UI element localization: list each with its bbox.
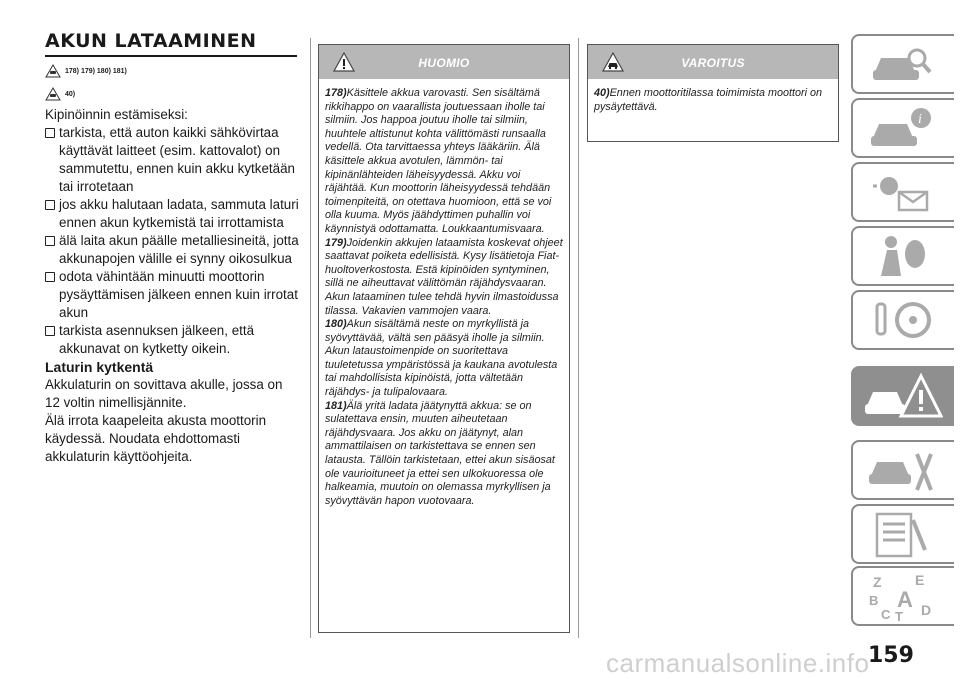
note-item: 181)Älä yritä ladata jäätynyttä akkua: se on sulatettava ensin, muuten aiheutetaan räjähdysvaara. Jos akku on jäätynyt, alan ammattilaisen on tarkistettava se ennen sen latausta. Tällöin tarkistetaan, ettei akun sisäosat ole vaurioituneet ja ettei sen ulkokuoressa ole halkeamia, muutoin on olemassa myrkyllisen ja syövyttävän hapon vuotovaara. <box>325 399 555 507</box>
subheading: Laturin kytkentä <box>45 359 154 375</box>
note-item: 179)Joidenkin akkujen lataamista koskevat ohjeet saattavat poiketa edellisistä. Kysy lisätietoja Fiat-huoltoverkostosta. Estä kipinöiden syntyminen, sillä ne aiheuttavat välittömän räjähdysvaaran. Akun lataaminen tulee tehdä hyvin ilmastoidussa tilassa. Vakavien vammojen vaara. <box>325 236 563 317</box>
svg-text:A: A <box>897 587 913 612</box>
tab-lights-messages[interactable] <box>851 162 954 222</box>
warning-refs-row <box>45 62 300 80</box>
caution-ref-icon <box>45 87 61 101</box>
car-tools-icon <box>867 446 937 496</box>
paragraph: Älä irrota kaapeleita akusta moottorin käydessä. Noudata ehdottomasti akkulaturin käyttöohjeita. <box>45 413 267 464</box>
checkbox-bullet-icon <box>45 236 55 246</box>
varoitus-box <box>587 44 839 142</box>
chapter-sidebar <box>851 0 960 678</box>
svg-text:B: B <box>869 593 879 608</box>
note-item: 178)Käsittele akkua varovasti. Sen sisältämä rikkihappo on vaarallista joutuessaan iholle tai silmiin. Jos happoa joutuu iholle tai silmiin, huuhtele altistunut kohta välittömästi runsaalla vedellä. Ota tarvittaessa yhteys lääkäriin. Älä käsittele akkua avotulen, lämmön- tai kipinänlähteiden läheisyydessä. Akku voi räjähtää. Kun moottorin läheisyydessä tehdään toimenpiteitä, on otettava huomioon, että se voi olla kuuma. Myös jäähdyttimen puhallin voi käynnistyä odottamatta. Loukkaantumisvaara. <box>325 87 552 235</box>
document-list-icon <box>867 510 937 560</box>
tab-emergency[interactable] <box>851 366 954 426</box>
huomio-body <box>319 79 569 516</box>
svg-text:Z: Z <box>873 574 882 590</box>
huomio-label: HUOMIO <box>418 56 470 70</box>
car-warning-ref-icon <box>45 64 61 78</box>
airbag-seat-icon <box>867 232 937 282</box>
car-info-icon <box>867 104 937 154</box>
note-item: 180)Akun sisältämä neste on myrkyllistä ja syövyttävää, vältä sen pääsyä iholle ja silmiin. Akun lataustoimenpide on suoritettava tuuletetussa ympäristössä ja kaukana avotulesta tai mahdollisista kipinöistä, jotta vältetään räjähdys- ja tulipalovaara. <box>325 318 558 399</box>
varoitus-label: VAROITUS <box>681 56 745 70</box>
page-number: 159 <box>868 643 914 668</box>
checkbox-bullet-icon <box>45 272 55 282</box>
svg-text:i: i <box>918 112 922 127</box>
bullet-item: älä laita akun päälle metalliesineitä, jotta akkunapojen välille ei synny oikosulkua <box>45 232 300 268</box>
bullet-item: tarkista asennuksen jälkeen, että akkunavat on kytketty oikein. <box>45 322 300 358</box>
note-item: 40)Ennen moottoritilassa toimimista moottori on pysäytettävä. <box>594 87 823 113</box>
checkbox-bullet-icon <box>45 326 55 336</box>
bullet-item: tarkista, että auton kaikki sähkövirtaa käyttävät laitteet (esim. kattovalot) on sammutettu, ennen kuin akku kytketään tai irrotetaan <box>45 124 300 196</box>
svg-text:T: T <box>895 609 903 623</box>
caution-refs-text: 40) <box>65 90 76 98</box>
warning-refs-text: 178) 179) 180) 181) <box>65 67 127 75</box>
title-rule <box>45 55 297 57</box>
page-title: AKUN LATAAMINEN <box>45 30 257 52</box>
tab-document-list[interactable] <box>851 504 954 564</box>
svg-text:C: C <box>881 607 891 622</box>
car-warning-icon <box>863 372 943 422</box>
paragraph: Akkulaturin on sovittava akulle, jossa on 12 voltin nimellisjännite. <box>45 377 283 410</box>
huomio-box <box>318 44 570 633</box>
bullet-item: odota vähintään minuutti moottorin pysäyttämisen jälkeen ennen kuin irrotat akun <box>45 268 300 322</box>
bullet-item: jos akku halutaan ladata, sammuta laturi ennen akun kytkemistä tai irrottamista <box>45 196 300 232</box>
watermark: carmanualsonline.info <box>606 648 870 678</box>
tab-car-tools[interactable] <box>851 440 954 500</box>
checkbox-bullet-icon <box>45 128 55 138</box>
alphabet-index-icon <box>867 571 937 623</box>
intro-text: Kipinöinnin estämiseksi: <box>45 107 188 122</box>
tab-alphabetical-index[interactable] <box>851 566 954 626</box>
tab-car-info[interactable] <box>851 98 954 158</box>
body-text <box>45 106 300 466</box>
column-divider <box>578 38 579 638</box>
svg-text:E: E <box>915 572 925 588</box>
car-search-icon <box>867 40 937 90</box>
svg-text:D: D <box>921 602 932 618</box>
tab-car-search[interactable] <box>851 34 954 94</box>
column-divider <box>310 38 311 638</box>
tab-key-steering[interactable] <box>851 290 954 350</box>
checkbox-bullet-icon <box>45 200 55 210</box>
tab-airbag-seat[interactable] <box>851 226 954 286</box>
main-column <box>45 30 300 466</box>
light-message-icon <box>867 168 937 218</box>
varoitus-header <box>588 45 838 79</box>
varoitus-body <box>588 79 838 122</box>
caution-refs-row <box>45 85 300 103</box>
huomio-header <box>319 45 569 79</box>
key-steering-icon <box>867 296 937 346</box>
